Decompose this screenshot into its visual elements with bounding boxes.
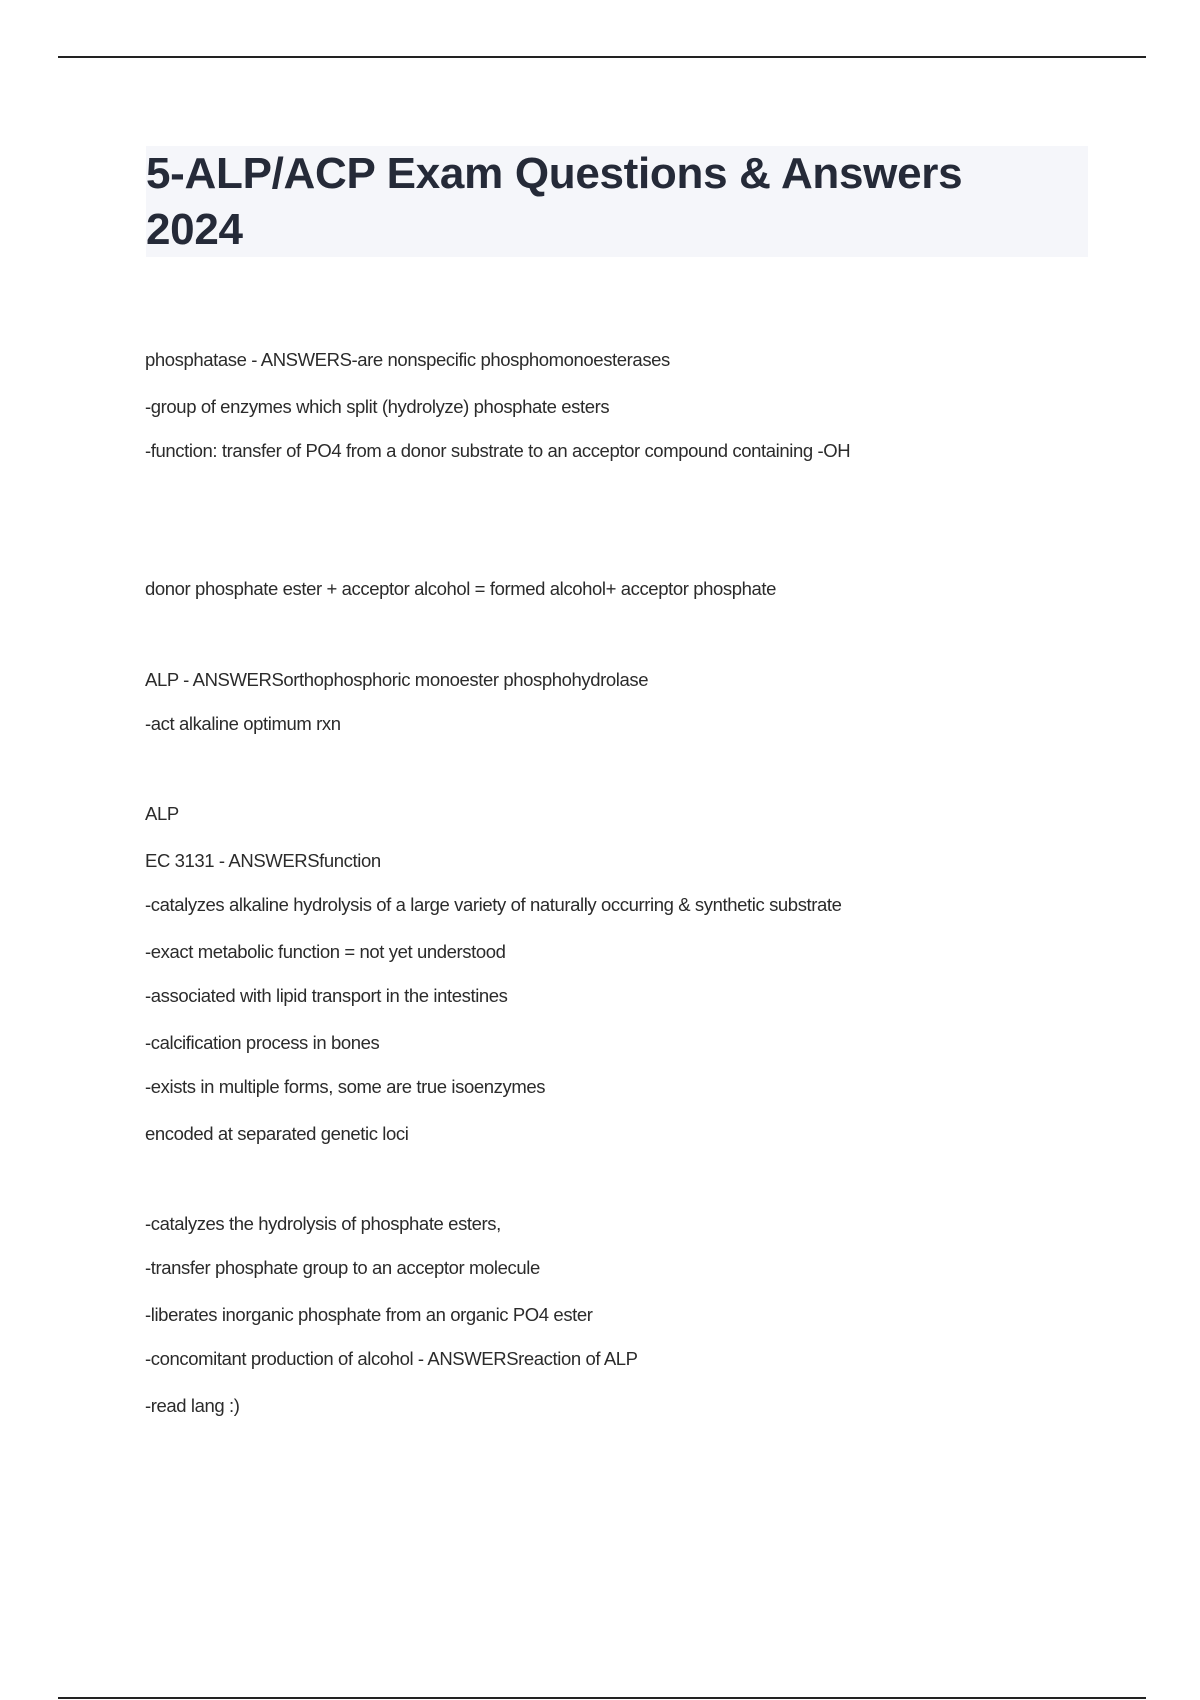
bottom-rule [58,1697,1146,1699]
text-line: ALP [145,803,179,824]
text-line: -exists in multiple forms, some are true isoenzymes [145,1076,546,1097]
text-line: -exact metabolic function = not yet understood [145,941,506,962]
text-line: -associated with lipid transport in the intestines [145,985,508,1006]
text-line: -transfer phosphate group to an acceptor molecule [145,1257,540,1278]
text-line: -act alkaline optimum rxn [145,713,341,734]
text-line: ALP - ANSWERSorthophosphoric monoester phosphohydrolase [145,669,649,690]
page-title [146,146,962,258]
title-line-2: 2024 [146,205,243,254]
text-line: -function: transfer of PO4 from a donor substrate to an acceptor compound containing -OH [145,440,851,461]
text-line: EC 3131 - ANSWERSfunction [145,850,381,871]
text-line: -liberates inorganic phosphate from an organic PO4 ester [145,1304,593,1325]
text-line: -catalyzes alkaline hydrolysis of a large variety of naturally occurring & synthetic substrate [145,894,842,915]
text-line: -calcification process in bones [145,1032,380,1053]
text-line: -read lang :) [145,1395,240,1416]
text-line: encoded at separated genetic loci [145,1123,409,1144]
text-line: -concomitant production of alcohol - ANSWERSreaction of ALP [145,1348,638,1369]
text-line: phosphatase - ANSWERS-are nonspecific phosphomonoesterases [145,349,670,370]
text-line: donor phosphate ester + acceptor alcohol = formed alcohol+ acceptor phosphate [145,578,777,599]
text-line: -group of enzymes which split (hydrolyze) phosphate esters [145,396,610,417]
title-line-1: 5-ALP/ACP Exam Questions & Answers [146,149,963,198]
top-rule [58,56,1146,58]
text-line: -catalyzes the hydrolysis of phosphate esters, [145,1213,501,1234]
